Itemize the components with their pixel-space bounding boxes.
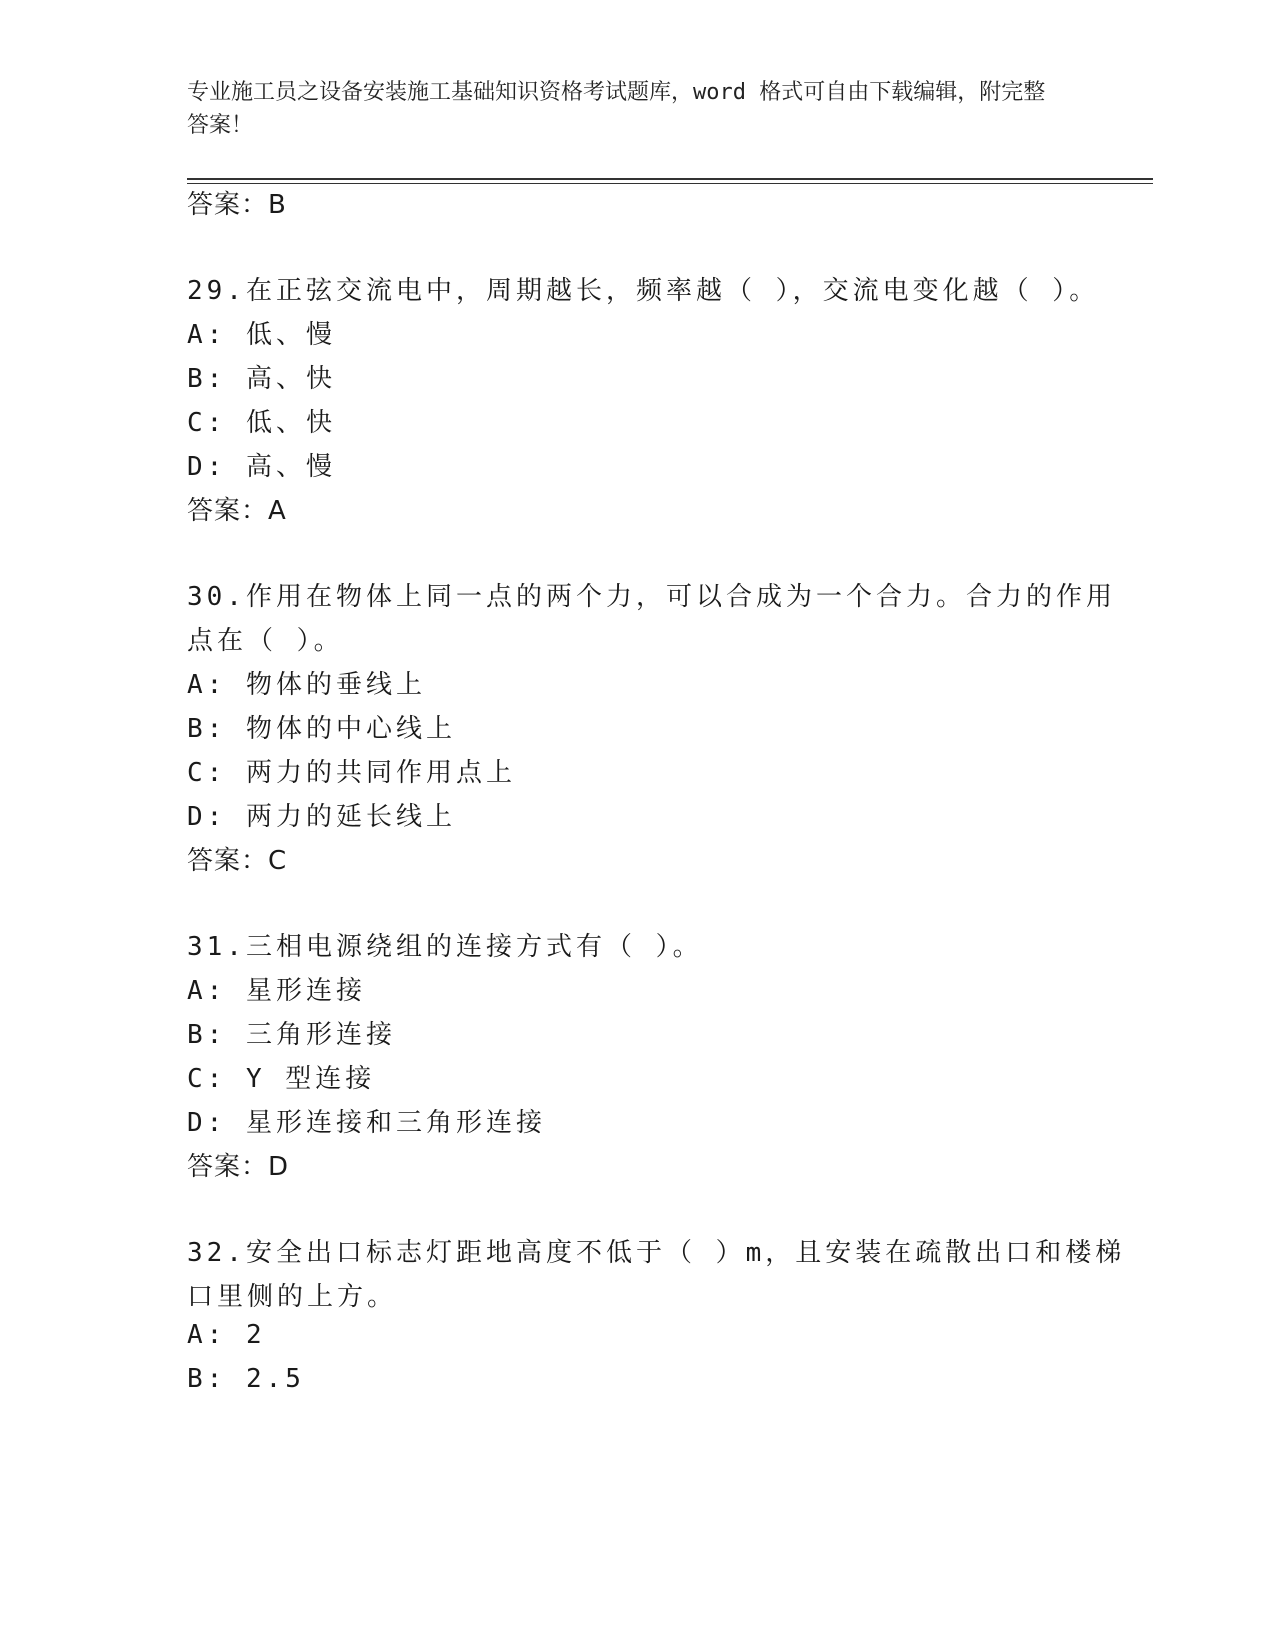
option-31-a: A: 星形连接: [187, 976, 366, 1006]
document-header: 专业施工员之设备安装施工基础知识资格考试题库，word 格式可自由下载编辑，附完整答案！: [187, 80, 1046, 138]
answer-31: 答案：D: [187, 1152, 290, 1182]
question-30-line2: 点在（ ）。: [187, 626, 344, 656]
option-31-b: B: 三角形连接: [187, 1020, 396, 1050]
option-31-d: D: 星形连接和三角形连接: [187, 1108, 546, 1138]
option-32-b: B: 2.5: [187, 1364, 305, 1394]
option-30-b: B: 物体的中心线上: [187, 714, 456, 744]
answer-30: 答案：C: [187, 846, 288, 876]
question-31: 31.三相电源绕组的连接方式有（ ）。: [187, 932, 703, 962]
header-divider-thin: [187, 183, 1153, 184]
question-29: 29.在正弦交流电中，周期越长，频率越（ ），交流电变化越（ ）。: [187, 276, 1100, 306]
option-29-a: A: 低、慢: [187, 320, 336, 350]
header-divider-thick: [187, 178, 1153, 180]
answer-prev: 答案：B: [187, 190, 287, 220]
question-32-line1: 32.安全出口标志灯距地高度不低于（ ）m，且安装在疏散出口和楼梯: [187, 1238, 1126, 1268]
option-32-a: A: 2: [187, 1320, 266, 1350]
option-31-c: C: Y 型连接: [187, 1064, 376, 1094]
option-30-d: D: 两力的延长线上: [187, 802, 456, 832]
option-29-d: D: 高、慢: [187, 452, 336, 482]
option-30-c: C: 两力的共同作用点上: [187, 758, 516, 788]
option-29-c: C: 低、快: [187, 408, 336, 438]
question-32-line2: 口里侧的上方。: [187, 1282, 398, 1312]
question-30-line1: 30.作用在物体上同一点的两个力，可以合成为一个合力。合力的作用: [187, 582, 1116, 612]
answer-29: 答案：A: [187, 496, 287, 526]
option-30-a: A: 物体的垂线上: [187, 670, 426, 700]
option-29-b: B: 高、快: [187, 364, 336, 394]
